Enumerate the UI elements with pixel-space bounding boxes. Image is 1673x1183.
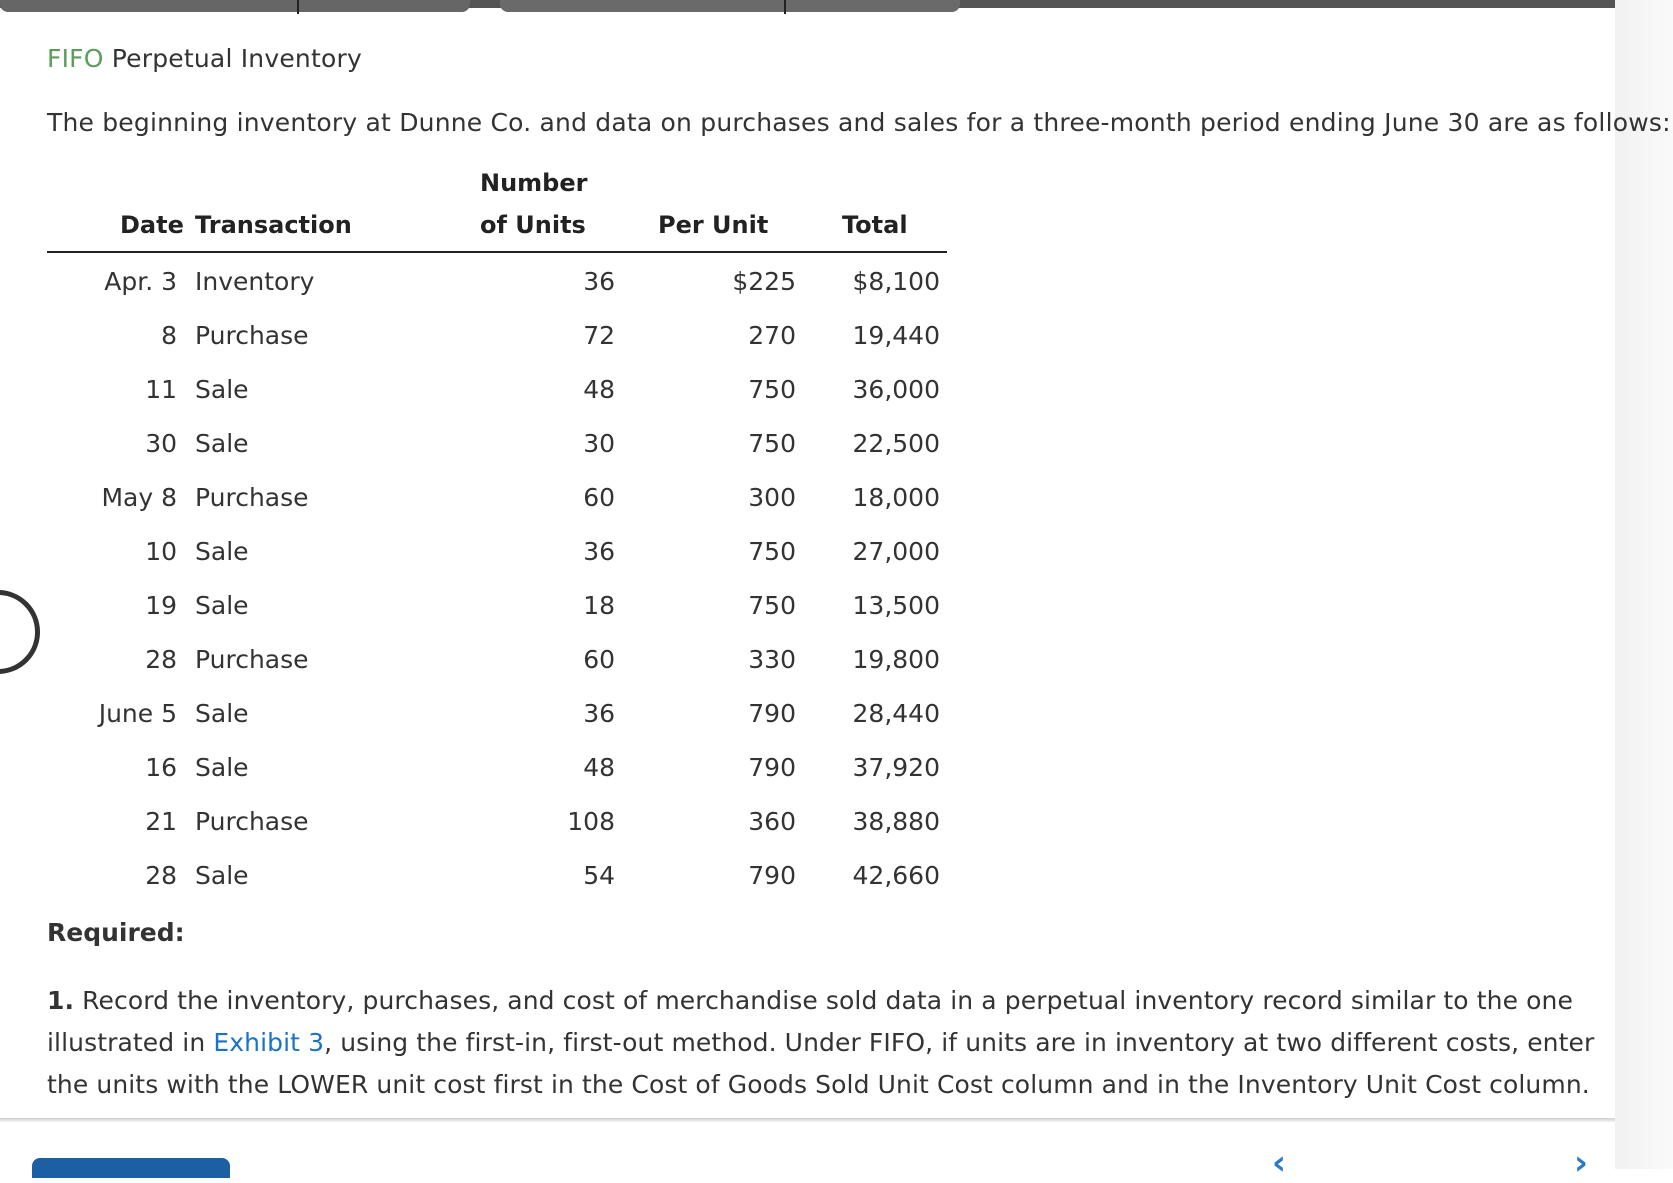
- row-transaction: Purchase: [195, 645, 309, 674]
- chevron-left-icon[interactable]: ‹: [1272, 1143, 1287, 1183]
- exhibit-link[interactable]: Exhibit 3: [213, 1028, 325, 1057]
- row-transaction: Inventory: [195, 267, 315, 296]
- row-total: $8,100: [852, 267, 940, 296]
- bottom-toolbar: [0, 1122, 1615, 1169]
- primary-action-button[interactable]: [32, 1158, 230, 1178]
- row-date: 30: [145, 429, 177, 458]
- row-transaction: Purchase: [195, 321, 309, 350]
- row-date: Apr. 3: [104, 267, 177, 296]
- row-units: 36: [583, 267, 615, 296]
- title-accent: FIFO: [47, 44, 104, 73]
- header-units-line2: of Units: [480, 211, 586, 239]
- row-date: 21: [145, 807, 177, 836]
- row-per-unit: 750: [748, 537, 796, 566]
- row-units: 36: [583, 537, 615, 566]
- row-total: 22,500: [852, 429, 940, 458]
- header-per-unit: Per Unit: [658, 211, 769, 239]
- required-instructions: [47, 980, 1607, 1106]
- row-units: 18: [583, 591, 615, 620]
- right-scroll-gutter: [1615, 0, 1673, 1169]
- row-units: 60: [583, 645, 615, 674]
- row-units: 48: [583, 753, 615, 782]
- row-total: 37,920: [852, 753, 940, 782]
- row-per-unit: 360: [748, 807, 796, 836]
- row-transaction: Sale: [195, 699, 249, 728]
- row-transaction: Sale: [195, 375, 249, 404]
- title-rest: Perpetual Inventory: [111, 44, 362, 73]
- row-total: 19,800: [852, 645, 940, 674]
- row-units: 48: [583, 375, 615, 404]
- header-date: Date: [120, 211, 184, 239]
- row-date: 16: [145, 753, 177, 782]
- row-per-unit: 750: [748, 591, 796, 620]
- instruction-number: 1.: [47, 986, 75, 1015]
- row-transaction: Sale: [195, 537, 249, 566]
- intro-text: The beginning inventory at Dunne Co. and data on purchases and sales for a three-month period ending June 30 are as follows:: [47, 108, 1671, 137]
- row-transaction: Sale: [195, 591, 249, 620]
- chevron-right-icon[interactable]: ›: [1574, 1143, 1589, 1183]
- tab-divider-tick: [297, 0, 299, 14]
- row-units: 54: [583, 861, 615, 890]
- row-total: 42,660: [852, 861, 940, 890]
- page-title: [47, 44, 362, 73]
- row-date: 11: [145, 375, 177, 404]
- row-date: 8: [161, 321, 177, 350]
- row-date: 28: [145, 861, 177, 890]
- row-units: 108: [567, 807, 615, 836]
- row-transaction: Sale: [195, 753, 249, 782]
- tab-divider-tick: [784, 0, 786, 14]
- row-date: May 8: [101, 483, 177, 512]
- row-total: 19,440: [852, 321, 940, 350]
- top-tab-right[interactable]: [500, 0, 960, 12]
- instruction-text-before: Record the inventory, purchases, and cost of merchandise sold data in a perpetual inventory record similar to the one illustrated in: [47, 986, 1573, 1057]
- row-total: 36,000: [852, 375, 940, 404]
- row-date: June 5: [98, 699, 177, 728]
- required-heading: Required:: [47, 918, 185, 947]
- row-units: 36: [583, 699, 615, 728]
- row-per-unit: 790: [748, 699, 796, 728]
- row-total: 38,880: [852, 807, 940, 836]
- row-total: 18,000: [852, 483, 940, 512]
- header-units-line1: Number: [480, 169, 588, 197]
- header-transaction: Transaction: [195, 211, 352, 239]
- top-tab-bar: [0, 0, 1673, 14]
- row-per-unit: 790: [748, 861, 796, 890]
- row-per-unit: 300: [748, 483, 796, 512]
- row-total: 13,500: [852, 591, 940, 620]
- instruction-text-after: , using the first-in, first-out method. Under FIFO, if units are in inventory at two different costs, enter the units with the LOWER unit cost first in the Cost of Goods Sold Unit Cost column and in the Inventory Unit Cost column.: [47, 1028, 1595, 1099]
- top-tab-left[interactable]: [0, 0, 470, 12]
- row-per-unit: 750: [748, 429, 796, 458]
- row-total: 28,440: [852, 699, 940, 728]
- row-units: 72: [583, 321, 615, 350]
- row-units: 60: [583, 483, 615, 512]
- row-date: 28: [145, 645, 177, 674]
- row-per-unit: 750: [748, 375, 796, 404]
- row-units: 30: [583, 429, 615, 458]
- row-per-unit: 330: [748, 645, 796, 674]
- side-handle-icon[interactable]: [0, 590, 40, 674]
- header-total: Total: [842, 211, 908, 239]
- row-per-unit: 790: [748, 753, 796, 782]
- header-rule: [47, 251, 947, 253]
- row-total: 27,000: [852, 537, 940, 566]
- row-transaction: Sale: [195, 429, 249, 458]
- row-per-unit: 270: [748, 321, 796, 350]
- row-date: 10: [145, 537, 177, 566]
- row-transaction: Sale: [195, 861, 249, 890]
- row-transaction: Purchase: [195, 807, 309, 836]
- row-per-unit: $225: [732, 267, 796, 296]
- row-transaction: Purchase: [195, 483, 309, 512]
- row-date: 19: [145, 591, 177, 620]
